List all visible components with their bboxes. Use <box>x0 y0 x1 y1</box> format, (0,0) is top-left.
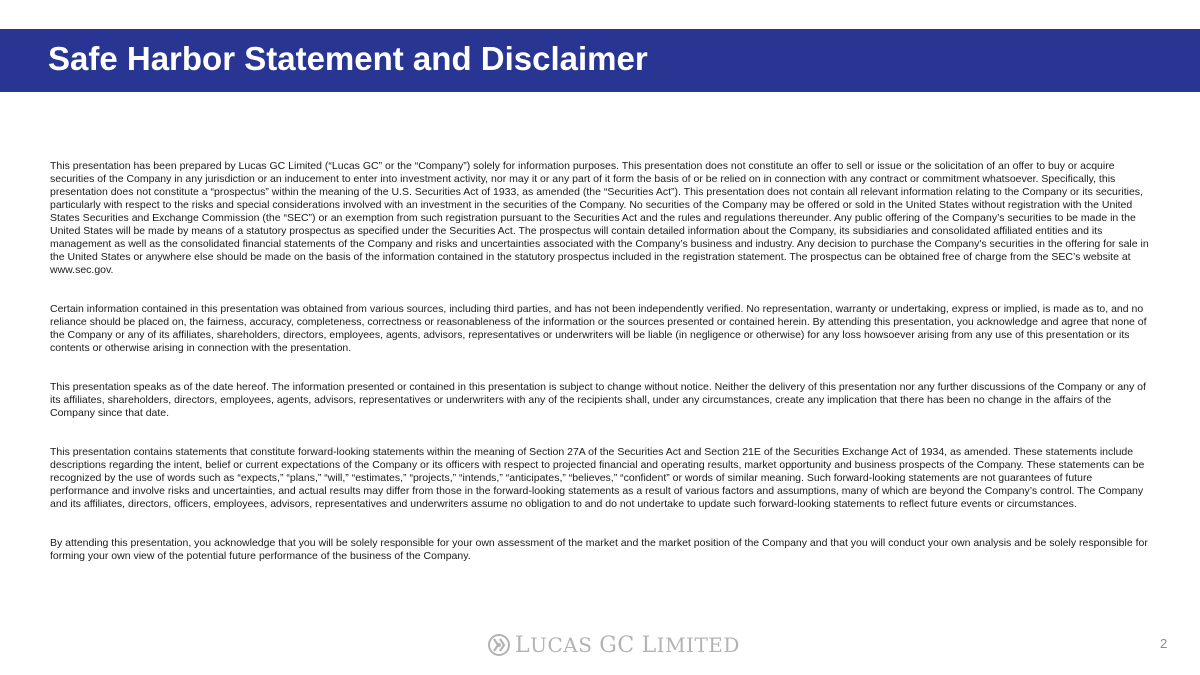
page-number: 2 <box>1160 636 1168 651</box>
paragraph-forward-looking: This presentation contains statements that constitute forward-looking statements within the meaning of Section 27A of the Securities Act and Section 21E of the Securities Exchange Act of 1934, as amended. These statements include descriptions regarding the intent, belief or current expectations of the Company or its officers with respect to projected financial and operating results, market opportunity and business prospects of the Company. These statements can be recognized by the use of words such as “expects,” “plans,” “will,” “estimates,” “projects,” “intends,” “anticipates,” “believes,” “confident” or words of similar meaning. Such forward-looking statements are not guarantees of future performance and involve risks and uncertainties, and actual results may differ from those in the forward-looking statements as a result of various factors and assumptions, many of which are beyond the Company’s control. The Company and its affiliates, directors, officers, employees, advisors, representatives and underwriters assume no obligation to and do not undertake to update such forward-looking statements to reflect future events or circumstances. <box>50 446 1145 510</box>
slide-title: Safe Harbor Statement and Disclaimer <box>48 40 648 77</box>
logo-wordmark: LUCAS GC LIMITED <box>515 632 740 658</box>
lucas-logo-mark-icon <box>487 633 511 657</box>
paragraph-date: This presentation speaks as of the date hereof. The information presented or contained in this presentation is subject to change without notice. Neither the delivery of this presentation nor any further discussions of the Company or any of its affiliates, shareholders, directors, employees, agents, advisors, representatives or underwriters with any of the recipients shall, under any circumstances, create any implication that there has been no change in the affairs of the Company since that date. <box>50 381 1146 419</box>
disclaimer-body <box>50 160 1154 589</box>
paragraph-information-sources: Certain information contained in this presentation was obtained from various sources, including third parties, and has not been independently verified. No representation, warranty or undertaking, express or implied, is made as to, and no reliance should be placed on, the fairness, accuracy, completeness, correctness or reasonableness of the information or the sources presented or contained herein. By attending this presentation, you acknowledge and agree that none of the Company or any of its affiliates, shareholders, directors, employees, agents, advisors, representatives or underwriters will be liable (in negligence or otherwise) for any loss howsoever arising from any use of this presentation or its contents or otherwise arising in connection with the presentation. <box>50 303 1147 354</box>
company-logo <box>487 632 740 658</box>
paragraph-prospectus: This presentation has been prepared by Lucas GC Limited (“Lucas GC” or the “Company”) solely for information purposes. This presentation does not constitute an offer to sell or issue or the solicitation of an offer to buy or acquire securities of the Company in any jurisdiction or an inducement to enter into investment activity, nor may it or any part of it form the basis of or be relied on in connection with any contract or commitment whatsoever. Specifically, this presentation does not constitute a “prospectus” within the meaning of the U.S. Securities Act of 1933, as amended (the “Securities Act”). This presentation does not contain all relevant information relating to the Company or its securities, particularly with respect to the risks and special considerations involved with an investment in the securities of the Company. No securities of the Company may be offered or sold in the United States without registration with the United States Securities and Exchange Commission (the “SEC”) or an exemption from such registration pursuant to the Securities Act and the rules and regulations thereunder. Any public offering of the Company’s securities to be made in the United States will be made by means of a statutory prospectus as specified under the Securities Act. The prospectus will contain detailed information about the Company, its subsidiaries and consolidated affiliated entities and its management as well as the consolidated financial statements of the Company and risks and uncertainties associated with the Company’s business and industry. Any decision to purchase the Company's securities in the offering for sale in the United States or anywhere else should be made on the basis of the information contained in the statutory prospectus included in the registration statement. The prospectus can be obtained free of charge from the SEC’s website at www.sec.gov. <box>50 160 1149 276</box>
paragraph-acknowledgement: By attending this presentation, you acknowledge that you will be solely responsible for your own assessment of the market and the market position of the Company and that you will conduct your own analysis and be solely responsible for forming your own view of the potential future performance of the business of the Company. <box>50 537 1148 562</box>
